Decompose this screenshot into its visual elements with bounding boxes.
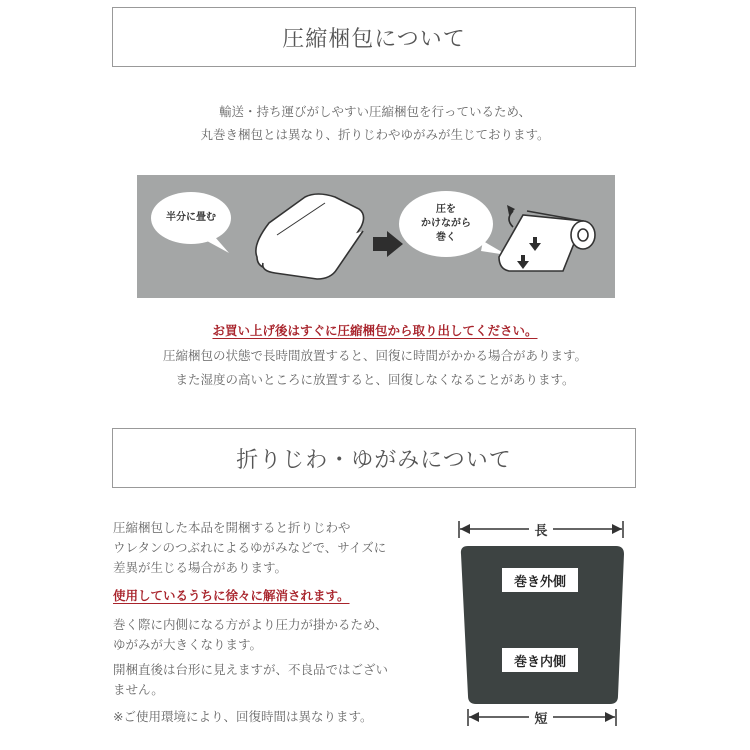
para1-line2: ウレタンのつぶれによるゆがみなどで、サイズに <box>113 540 387 555</box>
section2-heading <box>112 428 636 488</box>
section1-heading <box>112 7 636 67</box>
length-short-label: 短 <box>529 708 553 727</box>
para2-line2: ゆがみが大きくなります。 <box>113 637 263 652</box>
bubble-roll-text <box>421 203 471 245</box>
section2-para2 <box>113 615 388 655</box>
section2-para1 <box>113 518 386 578</box>
section2-title: 折りじわ・ゆがみについて <box>236 447 512 473</box>
para3-line2: ません。 <box>113 682 164 697</box>
para1-line1: 圧縮梱包した本品を開梱すると折りじわや <box>113 520 351 535</box>
bubble-roll-line1: 圧を <box>436 204 456 215</box>
bubble-roll-line3: 巻く <box>436 232 456 243</box>
outer-side-label: 巻き外側 <box>502 568 578 592</box>
para1-line3: 差異が生じる場合があります。 <box>113 560 288 575</box>
diagram-graphics <box>137 175 615 298</box>
length-long-label: 長 <box>529 520 553 539</box>
section1-note-line1: 圧縮梱包の状態で長時間放置すると、回復に時間がかかる場合があります。 <box>162 348 587 363</box>
arrow-right-icon <box>373 231 403 257</box>
distortion-figure <box>450 512 630 734</box>
bubble-fold-text: 半分に畳む <box>166 212 216 223</box>
section2-footnote: ※ご使用環境により、回復時間は異なります。 <box>113 709 373 724</box>
para2-line1: 巻く際に内側になる方がより圧力が掛かるため、 <box>113 617 388 632</box>
bubble-tail-left <box>207 237 229 253</box>
inner-side-label: 巻き内側 <box>502 648 578 672</box>
section2-para3 <box>113 660 388 700</box>
section1-intro-line1: 輸送・持ち運びがしやすい圧縮梱包を行っているため、 <box>218 104 531 119</box>
folded-mattress-icon <box>256 194 364 279</box>
section1-title: 圧縮梱包について <box>282 26 466 52</box>
section2-warning-text: 使用しているうちに徐々に解消されます。 <box>113 588 350 603</box>
section1-note-line2: また湿度の高いところに放置すると、回復しなくなることがあります。 <box>175 372 575 387</box>
packing-diagram <box>137 175 615 298</box>
section1-intro-line2: 丸巻き梱包とは異なり、折りじわやゆがみが生じております。 <box>200 127 550 142</box>
rolled-mattress-icon <box>499 211 595 271</box>
section2-warning <box>113 586 350 606</box>
speech-bubble-roll <box>399 191 493 257</box>
section1-warning <box>0 321 750 339</box>
para3-line1: 開梱直後は台形に見えますが、不良品ではござい <box>113 662 389 677</box>
bubble-roll-line2: かけながら <box>421 218 471 229</box>
section1-warning-text: お買い上げ後はすぐに圧縮梱包から取り出してください。 <box>212 323 538 338</box>
